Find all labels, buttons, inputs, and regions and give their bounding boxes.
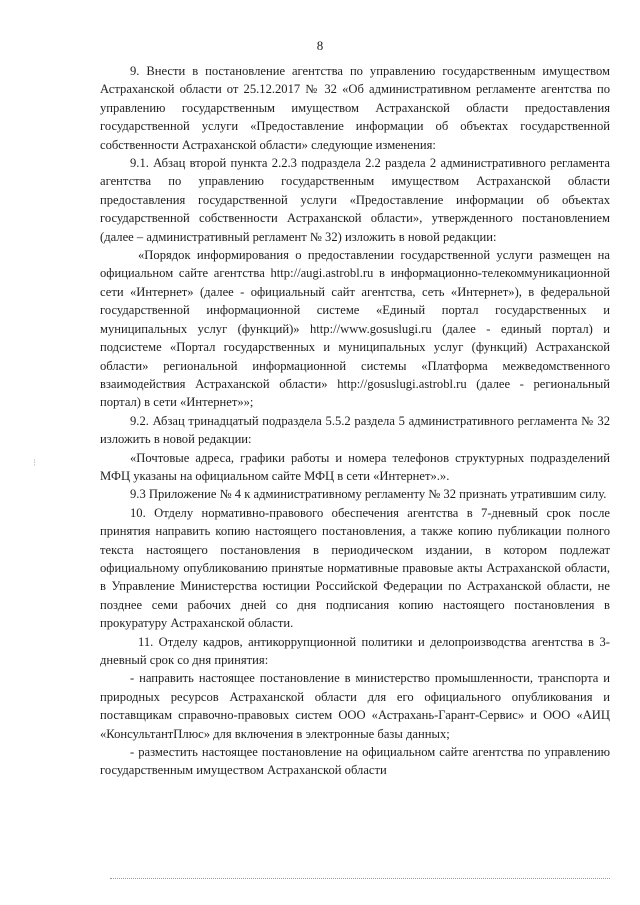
paragraph-11-send: - направить настоящее постановление в министерство промышленности, транспорта и природных ресурсов Астраханской области для его официального опубликования и поставщикам справочно-правовых систем ООО «Астрахань-Гарант-Сервис» и ООО «АИЦ «КонсультантПлюс» для включения в электронные базы данных; (100, 671, 610, 741)
bottom-divider (110, 878, 610, 879)
page-number: 8 (316, 38, 324, 53)
paragraph-10: 10. Отделу нормативно-правового обеспечения агентства в 7-дневный срок после принятия направить копию настоящего постановления, а также копию публикации полного текста настоящего постановления в периодическом издании, в котором подлежат официальному опубликованию принятые нормативные правовые акты Астраханской области, в Управление Министерства юстиции Российской Федерации по Астраханской области, не позднее семи рабочих дней со дня подписания копию настоящего постановления в прокуратуру Астраханской области. (100, 505, 610, 631)
paragraph-9: 9. Внести в постановление агентства по управлению государственным имуществом Астраханской области от 25.12.2017 № 32 «Об административном регламенте агентства по управлению государственным имуществом Астраханской области предоставления государственной услуги «Предоставление информации об объектах государственной собственности Астраханской области» следующие изменения: (100, 64, 610, 152)
paragraph-quote-informing: «Порядок информирования о предоставлении государственной услуги размещен на официальном сайте агентства http://augi.astrobl.ru в информационно-телекоммуникационной сети «Интернет» (далее - официальный сайт агентства, сеть «Интернет»), в федеральной государственной информационной системе «Единый портал государственных и муниципальных услуг (функций)» http://www.gosuslugi.ru (далее - единый портал) и подсистеме «Портал государственных и муниципальных услуг (функций) Астраханской области» региональной информационной системы «Платформа межведомственного взаимодействия Астраханской области» http://gosuslugi.astrobl.ru (далее - региональный портал) в сети «Интернет»»; (100, 248, 610, 410)
paragraph-11-publish: - разместить настоящее постановление на официальном сайте агентства по управлению государственным имуществом Астраханской области (100, 745, 610, 778)
paragraph-11: 11. Отделу кадров, антикоррупционной политики и делопроизводства агентства в 3-дневный срок со дня принятия: (100, 634, 610, 667)
paragraph-quote-addresses: «Почтовые адреса, графики работы и номера телефонов структурных подразделений МФЦ указаны на официальном сайте МФЦ в сети «Интернет».». (100, 450, 610, 483)
paragraph-9-1: 9.1. Абзац второй пункта 2.2.3 подраздела 2.2 раздела 2 административного регламента агентства по управлению государственным имуществом Астраханской области предоставления государственной услуги «Предоставление информации об объектах государственной собственности Астраханской области», утвержденного постановлением (далее – административный регламент № 32) изложить в новой редакции: (100, 156, 610, 244)
binding-margin-mark: ⁝ (33, 458, 37, 469)
document-body (100, 62, 610, 780)
paragraph-9-3: 9.3 Приложение № 4 к административному регламенту № 32 признать утратившим силу. (130, 487, 607, 502)
paragraph-9-2: 9.2. Абзац тринадцатый подраздела 5.5.2 раздела 5 административного регламента № 32 изложить в новой редакции: (100, 413, 610, 447)
